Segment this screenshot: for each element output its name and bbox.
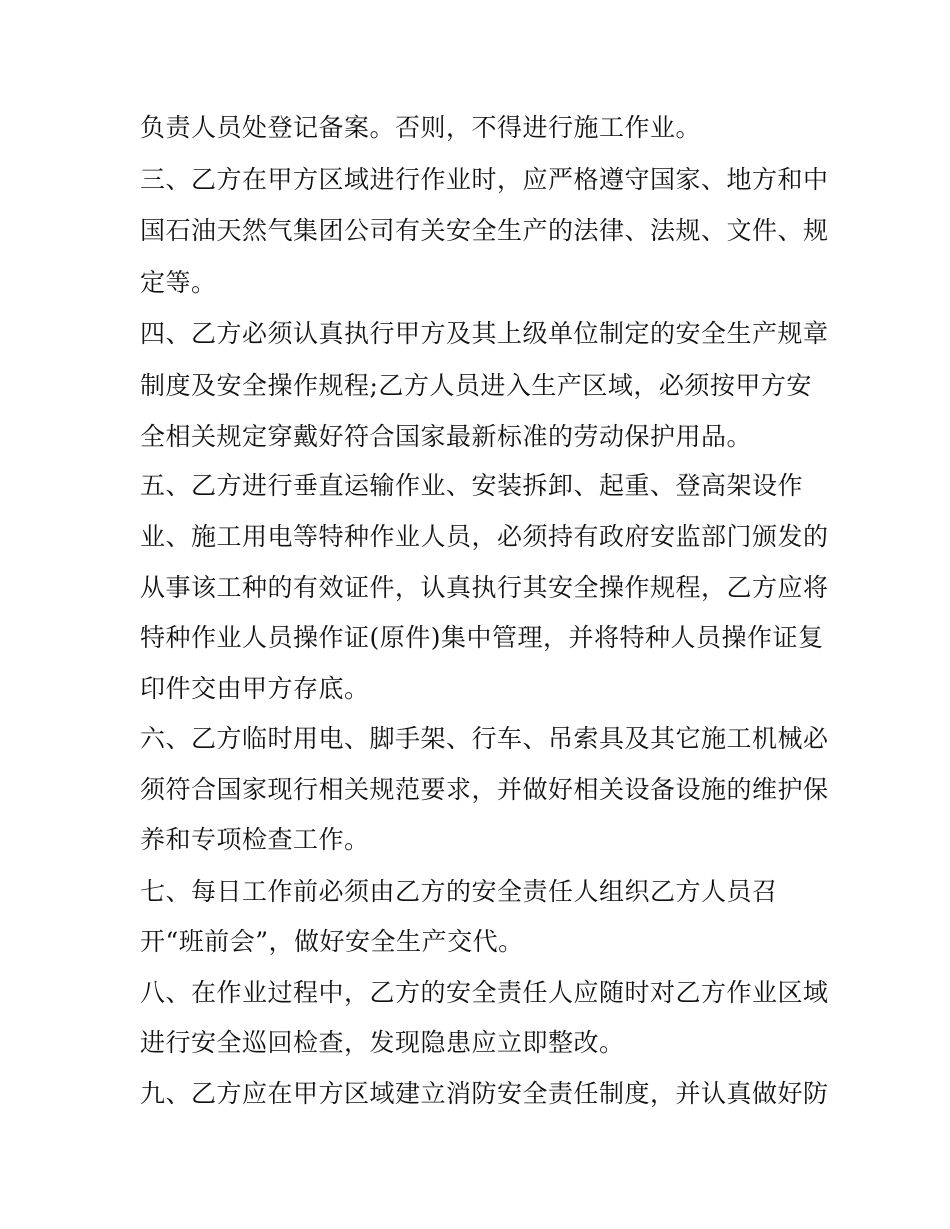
text-line: 进行安全巡回检查，发现隐患应立即整改。	[140, 1028, 625, 1057]
text-line: 须符合国家现行相关规范要求，并做好相关设备设施的维护保	[140, 775, 829, 804]
text-line: 印件交由甲方存底。	[140, 674, 370, 703]
text-line: 四、乙方必须认真执行甲方及其上级单位制定的安全生产规章	[140, 319, 829, 348]
text-line: 制度及安全操作规程;乙方人员进入生产区域，必须按甲方安	[140, 371, 812, 400]
text-line: 五、乙方进行垂直运输作业、安装拆卸、起重、登高架设作	[140, 471, 804, 500]
text-line: 国石油天然气集团公司有关安全生产的法律、法规、文件、规	[140, 216, 829, 245]
text-line: 六、乙方临时用电、脚手架、行车、吊索具及其它施工机械必	[140, 724, 829, 753]
text-line: 业、施工用电等特种作业人员，必须持有政府安监部门颁发的	[140, 522, 829, 551]
text-line: 从事该工种的有效证件，认真执行其安全操作规程，乙方应将	[140, 573, 829, 602]
text-line: 七、每日工作前必须由乙方的安全责任人组织乙方人员召	[140, 877, 778, 906]
text-line: 八、在作业过程中，乙方的安全责任人应随时对乙方作业区域	[140, 978, 829, 1007]
text-line: 特种作业人员操作证(原件)集中管理，并将特种人员操作证复	[140, 623, 824, 652]
text-line: 负责人员处登记备案。否则，不得进行施工作业。	[140, 113, 702, 142]
text-line: 三、乙方在甲方区域进行作业时，应严格遵守国家、地方和中	[140, 165, 829, 194]
text-line: 全相关规定穿戴好符合国家最新标准的劳动保护用品。	[140, 422, 753, 451]
text-line: 养和专项检查工作。	[140, 825, 370, 854]
text-line: 开“班前会”，做好安全生产交代。	[140, 927, 524, 956]
text-line: 定等。	[140, 268, 217, 297]
text-line: 九、乙方应在甲方区域建立消防安全责任制度，并认真做好防	[140, 1079, 829, 1108]
